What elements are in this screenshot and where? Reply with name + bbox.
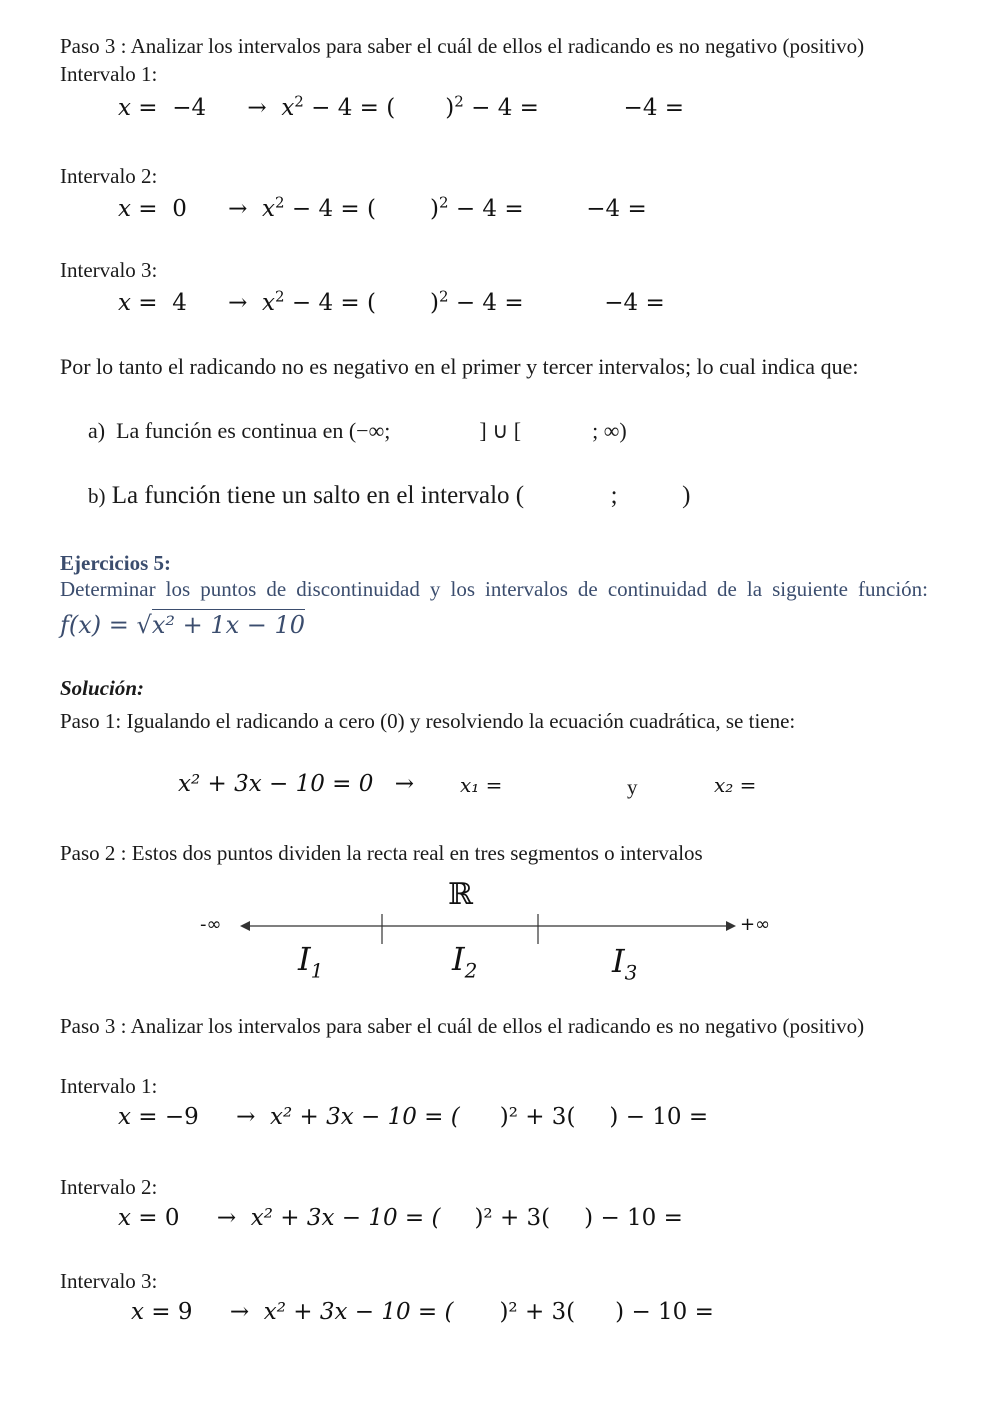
minus-four-result: −4 =	[586, 196, 647, 222]
x-value: 9	[177, 1299, 193, 1325]
function-definition	[60, 611, 305, 639]
minus-four-eq: − 4 =	[291, 290, 360, 316]
minus-four-result: −4 =	[604, 290, 665, 316]
x-var: x	[281, 95, 295, 121]
x-var: x	[262, 196, 276, 222]
quadratic-tail: ) − 10 =	[609, 1104, 709, 1130]
x-value: −9	[164, 1104, 199, 1130]
arrow: →	[216, 1205, 237, 1231]
intervalo-3-label: Intervalo 3:	[60, 258, 158, 282]
interval-i3-label: $I_3$	[612, 942, 638, 985]
x-equals: x =	[118, 196, 158, 222]
option-a-label: a)	[88, 418, 106, 443]
intervalo-2-equation: $x = 0 \to x^2 - 4$ = ( )$^2$ − 4 = −4 =	[118, 193, 647, 222]
conclusion-text: Por lo tanto el radicando no es negativo en el primer y tercer intervalos; lo cual indica que:	[60, 354, 859, 379]
intervalo-1-equation-2	[118, 1104, 708, 1130]
right-arrow-icon	[726, 921, 736, 931]
arrow: →	[228, 196, 248, 222]
option-a-end: ; ∞)	[592, 418, 627, 443]
x-value: −4	[172, 95, 207, 121]
option-b-label: b)	[88, 484, 106, 508]
left-arrow-icon	[240, 921, 250, 931]
interval-i1-label: $I_1$	[298, 940, 324, 983]
minus-four-eq-2: − 4 =	[455, 196, 524, 222]
x-equals: x =	[118, 1205, 158, 1231]
intervalo-1-label: Intervalo 1:	[60, 62, 158, 86]
function-lhs: f(x) =	[60, 611, 137, 639]
open-paren: (	[386, 95, 396, 121]
x-value: 0	[172, 196, 187, 222]
quadratic-mid: )² + 3(	[499, 1104, 576, 1130]
option-b-text: La función tiene un salto en el intervalo (	[111, 482, 525, 509]
paso1-text: Paso 1: Igualando el radicando a cero (0) y resolviendo la ecuación cuadrática, se tiene:	[60, 709, 796, 733]
arrow: →	[236, 1104, 256, 1130]
real-numbers-symbol: ℝ	[448, 877, 473, 912]
open-paren: (	[367, 290, 376, 316]
interval-i2-label: $I_2$	[452, 940, 478, 983]
option-a-union: ] ∪ [	[479, 418, 522, 443]
minus-four-eq-2: − 4 =	[455, 290, 524, 316]
intervalo-2-label-2: Intervalo 2:	[60, 1175, 158, 1199]
arrow: →	[228, 290, 248, 316]
arrow: →	[394, 771, 414, 797]
arrow: →	[229, 1299, 250, 1325]
intervalo-3-equation-2	[131, 1299, 714, 1325]
x-equals: x =	[118, 95, 158, 121]
x-var: x	[262, 290, 276, 316]
minus-four-result: −4 =	[623, 95, 685, 121]
x-equals: x =	[131, 1299, 171, 1325]
x-equals: x =	[118, 290, 158, 316]
minus-four-eq: − 4 =	[311, 95, 379, 121]
quadratic-mid: )² + 3(	[474, 1205, 551, 1231]
option-a-text: La función es continua en (−∞;	[116, 418, 391, 443]
arrow: →	[247, 95, 267, 121]
solution-heading: Solución:	[60, 676, 145, 700]
intervalo-1-label-2: Intervalo 1:	[60, 1074, 158, 1098]
x1-root: x₁ =	[460, 773, 503, 797]
intervalo-3-equation: $x = 4 \to x^2 - 4$ = ( )$^2$ − 4 = −4 =	[118, 287, 665, 316]
paso2-text: Paso 2 : Estos dos puntos dividen la recta real en tres segmentos o intervalos	[60, 841, 703, 865]
option-b-semicolon: ;	[610, 482, 618, 509]
quadratic-mid: )² + 3(	[499, 1299, 576, 1325]
intervalo-2-label: Intervalo 2:	[60, 164, 158, 188]
close-paren: )	[445, 95, 455, 121]
intervalo-1-equation: $x = -4 \to x^2 - 4$ = ( )$^2$ − 4 = −4 =	[118, 92, 685, 121]
option-b-close: )	[682, 482, 691, 509]
exercise-statement: Determinar los puntos de discontinuidad y los intervalos de continuidad de la siguiente función:	[60, 577, 928, 601]
x2-root: x₂ =	[714, 773, 757, 797]
x-equals: x =	[118, 1104, 158, 1130]
intervalo-3-label-2: Intervalo 3:	[60, 1269, 158, 1293]
exercise-title: Ejercicios 5:	[60, 551, 171, 575]
paso3-heading-1: Paso 3 : Analizar los intervalos para saber el cuál de ellos el radicando es no negativo (positivo)	[60, 34, 865, 58]
conjunction-y: y	[627, 775, 638, 799]
quadratic-eq: x² + 3x − 10 = 0	[178, 771, 374, 797]
quadratic-lhs: x² + 3x − 10 = (	[270, 1104, 460, 1130]
option-a	[88, 418, 627, 444]
x-value: 4	[172, 290, 187, 316]
quadratic-equation	[178, 771, 414, 797]
quadratic-lhs: x² + 3x − 10 = (	[250, 1205, 441, 1231]
minus-four-eq-2: − 4 =	[471, 95, 539, 121]
pos-infinity-label: +∞	[740, 914, 771, 935]
sqrt-symbol: √	[136, 611, 152, 639]
close-paren: )	[430, 290, 439, 316]
neg-infinity-label: -∞	[200, 914, 222, 935]
minus-four-eq: − 4 =	[291, 196, 360, 222]
function-radicand: x² + 1x − 10	[151, 611, 306, 639]
quadratic-tail: ) − 10 =	[615, 1299, 714, 1325]
intervalo-2-equation-2	[118, 1205, 683, 1231]
option-b	[88, 482, 690, 510]
open-paren: (	[367, 196, 376, 222]
x-value: 0	[164, 1205, 180, 1231]
quadratic-lhs: x² + 3x − 10 = (	[263, 1299, 454, 1325]
quadratic-tail: ) − 10 =	[584, 1205, 683, 1231]
close-paren: )	[430, 196, 439, 222]
paso3-heading-2: Paso 3 : Analizar los intervalos para saber el cuál de ellos el radicando es no negativo (positivo)	[60, 1014, 865, 1038]
